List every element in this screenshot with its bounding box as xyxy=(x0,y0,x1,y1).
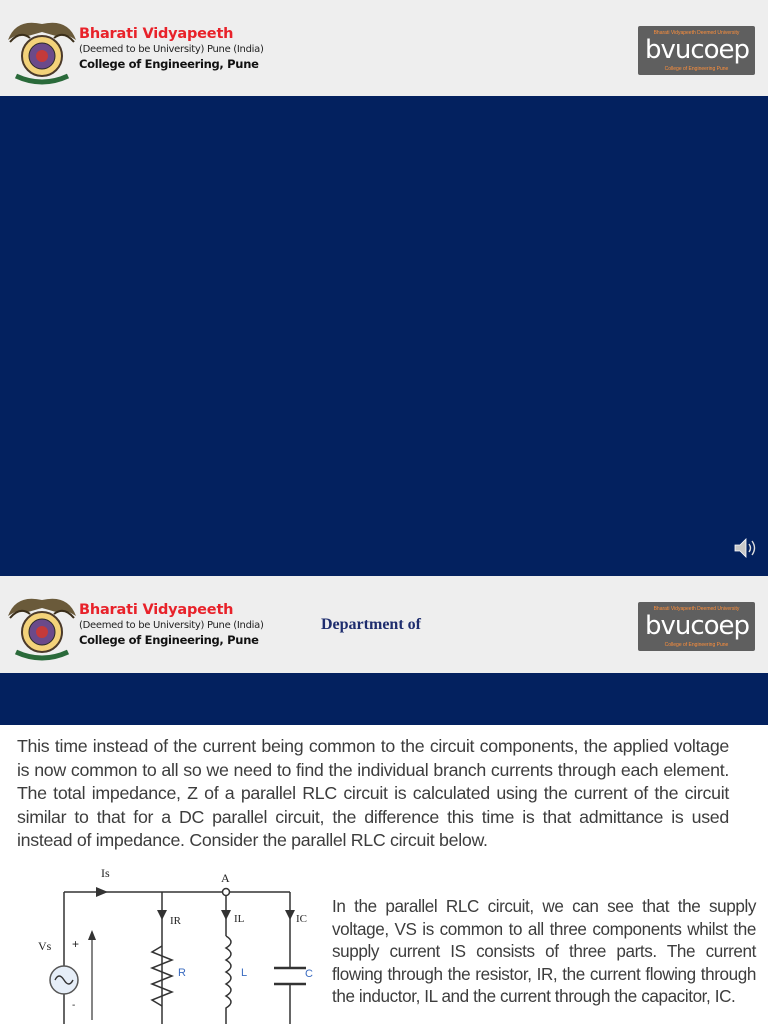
university-emblem-icon xyxy=(6,10,78,88)
node-a xyxy=(223,889,230,896)
supply-current-arrow xyxy=(96,887,108,897)
intro-paragraph: This time instead of the current being common to the circuit components, the applied voltage is now common to all so we need to find the individual branch currents through each element. The total impedance, Z of a parallel RLC circuit is calculated using the current of the circuit similar to that for a DC parallel circuit, the difference this time is that admittance is used instead of impedance. Consider the parallel RLC circuit below. xyxy=(17,736,729,850)
logo-text: bvucoep xyxy=(644,611,750,641)
institution-name: Bharati Vidyapeeth xyxy=(79,602,234,618)
logo-text: bvucoep xyxy=(644,35,750,65)
bvucoep-logo xyxy=(638,26,755,75)
node-label: A xyxy=(221,871,230,885)
ir-label: IR xyxy=(170,915,181,927)
institution-name: Bharati Vidyapeeth xyxy=(79,26,234,42)
inductor xyxy=(226,936,231,1024)
il-label: IL xyxy=(234,913,245,925)
institution-college: College of Engineering, Pune xyxy=(79,633,259,647)
logo-tagline: College of Engineering Pune xyxy=(664,66,729,72)
bvucoep-logo xyxy=(638,602,755,651)
c-label: C xyxy=(305,968,313,980)
ir-arrow xyxy=(157,910,167,920)
parallel-rlc-circuit-diagram xyxy=(0,860,330,1024)
voltage-label: Vs xyxy=(38,939,52,953)
university-emblem-icon xyxy=(6,586,78,664)
l-label: L xyxy=(241,967,248,979)
logo-top-text: Bharati Vidyapeeth Deemed University xyxy=(653,30,740,36)
institution-deemed: (Deemed to be University) Pune (India) xyxy=(79,620,264,631)
logo-top-text: Bharati Vidyapeeth Deemed University xyxy=(653,606,740,612)
ic-label: IC xyxy=(296,913,307,925)
slide1-body xyxy=(0,96,768,576)
supply-current-label: Is xyxy=(101,866,110,880)
speaker-icon[interactable] xyxy=(732,535,758,561)
institution-deemed: (Deemed to be University) Pune (India) xyxy=(79,44,264,55)
slide1-header xyxy=(0,0,768,96)
department-title: Department of xyxy=(321,616,421,633)
institution-block xyxy=(79,602,264,647)
r-label: R xyxy=(178,967,186,979)
institution-block xyxy=(79,26,264,71)
minus-label: - xyxy=(72,1000,76,1011)
logo-tagline: College of Engineering Pune xyxy=(664,642,729,648)
ic-arrow xyxy=(285,910,295,920)
il-arrow xyxy=(221,910,231,920)
rlc-description-paragraph: In the parallel RLC circuit, we can see that the supply voltage, VS is common to all three components whilst the supply current IS consists of three parts. The current flowing through the resistor, IR, the current flowing through the inductor, IL and the current through the capacitor, IC. xyxy=(332,897,756,1007)
plus-label: + xyxy=(72,937,80,951)
institution-college: College of Engineering, Pune xyxy=(79,57,259,71)
slide2-title-band xyxy=(0,673,768,725)
